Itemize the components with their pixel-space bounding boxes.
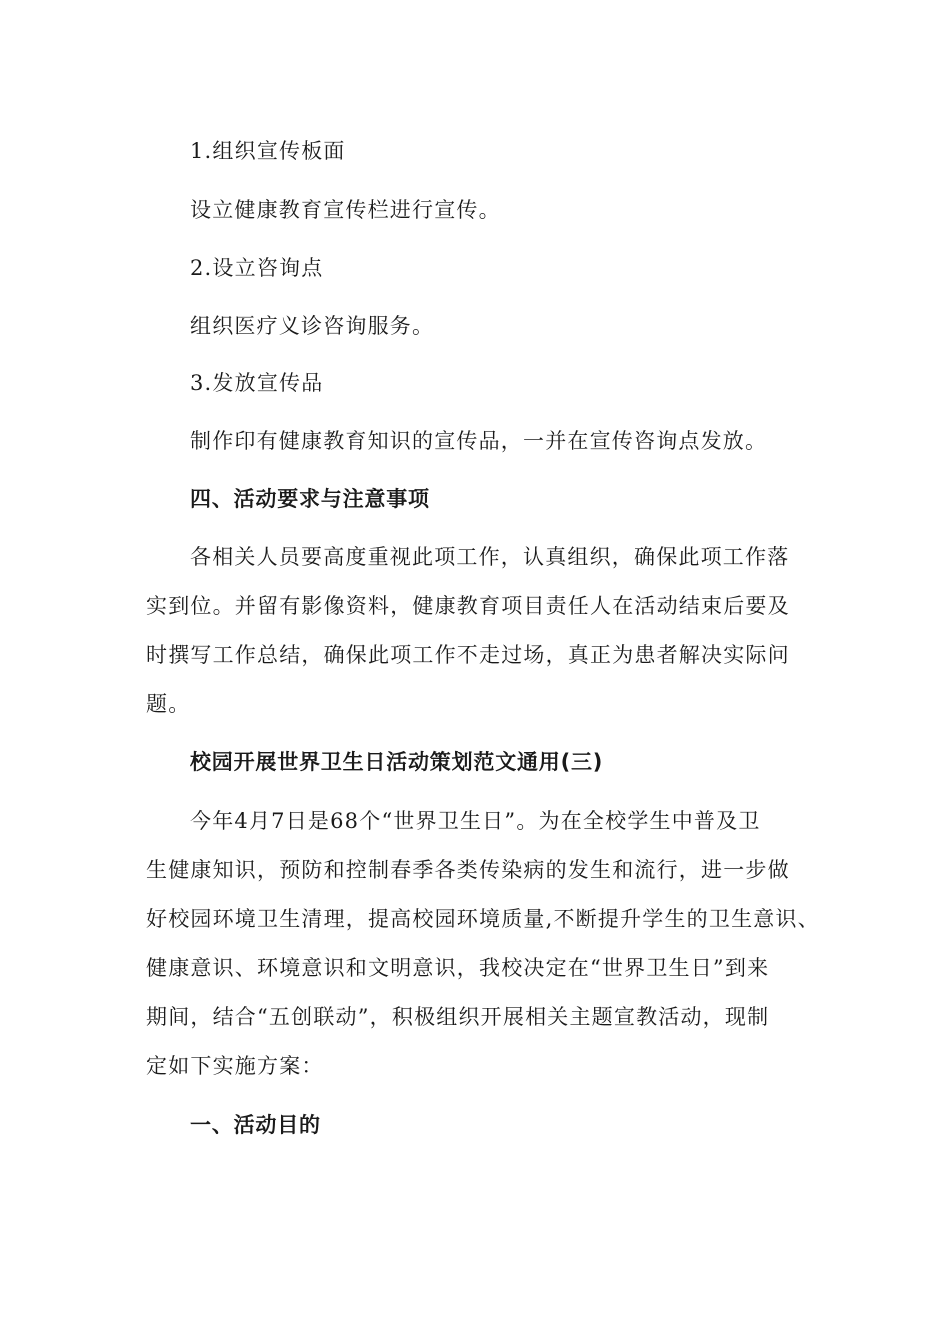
paragraph-line: 期间，结合“五创联动”，积极组织开展相关主题宣教活动，现制 <box>146 1005 770 1029</box>
article-title: 校园开展世界卫生日活动策划范文通用(三) <box>190 750 604 774</box>
item-text-3: 制作印有健康教育知识的宣传品，一并在宣传咨询点发放。 <box>190 429 768 453</box>
paragraph-line: 健康意识、环境意识和文明意识，我校决定在“世界卫生日”到来 <box>146 956 770 980</box>
section-heading: 四、活动要求与注意事项 <box>190 487 430 511</box>
paragraph-line: 今年4月7日是68个“世界卫生日”。为在全校学生中普及卫 <box>190 809 761 833</box>
item-heading-3: 3.发放宣传品 <box>190 371 324 395</box>
item-text-1: 设立健康教育宣传栏进行宣传。 <box>190 198 501 222</box>
section-subheading: 一、活动目的 <box>190 1113 321 1137</box>
paragraph-line: 时撰写工作总结，确保此项工作不走过场，真正为患者解决实际问 <box>146 643 790 667</box>
paragraph-line: 定如下实施方案： <box>146 1054 324 1078</box>
item-text-2: 组织医疗义诊咨询服务。 <box>190 314 435 338</box>
item-heading-1: 1.组织宣传板面 <box>190 139 346 163</box>
paragraph-line: 实到位。并留有影像资料，健康教育项目责任人在活动结束后要及 <box>146 594 790 618</box>
paragraph-line: 题。 <box>146 692 191 716</box>
item-heading-2: 2.设立咨询点 <box>190 256 324 280</box>
paragraph-line: 各相关人员要高度重视此项工作，认真组织，确保此项工作落 <box>190 545 790 569</box>
paragraph-line: 好校园环境卫生清理，提高校园环境质量,不断提升学生的卫生意识、 <box>146 907 820 931</box>
paragraph-line: 生健康知识，预防和控制春季各类传染病的发生和流行，进一步做 <box>146 858 790 882</box>
